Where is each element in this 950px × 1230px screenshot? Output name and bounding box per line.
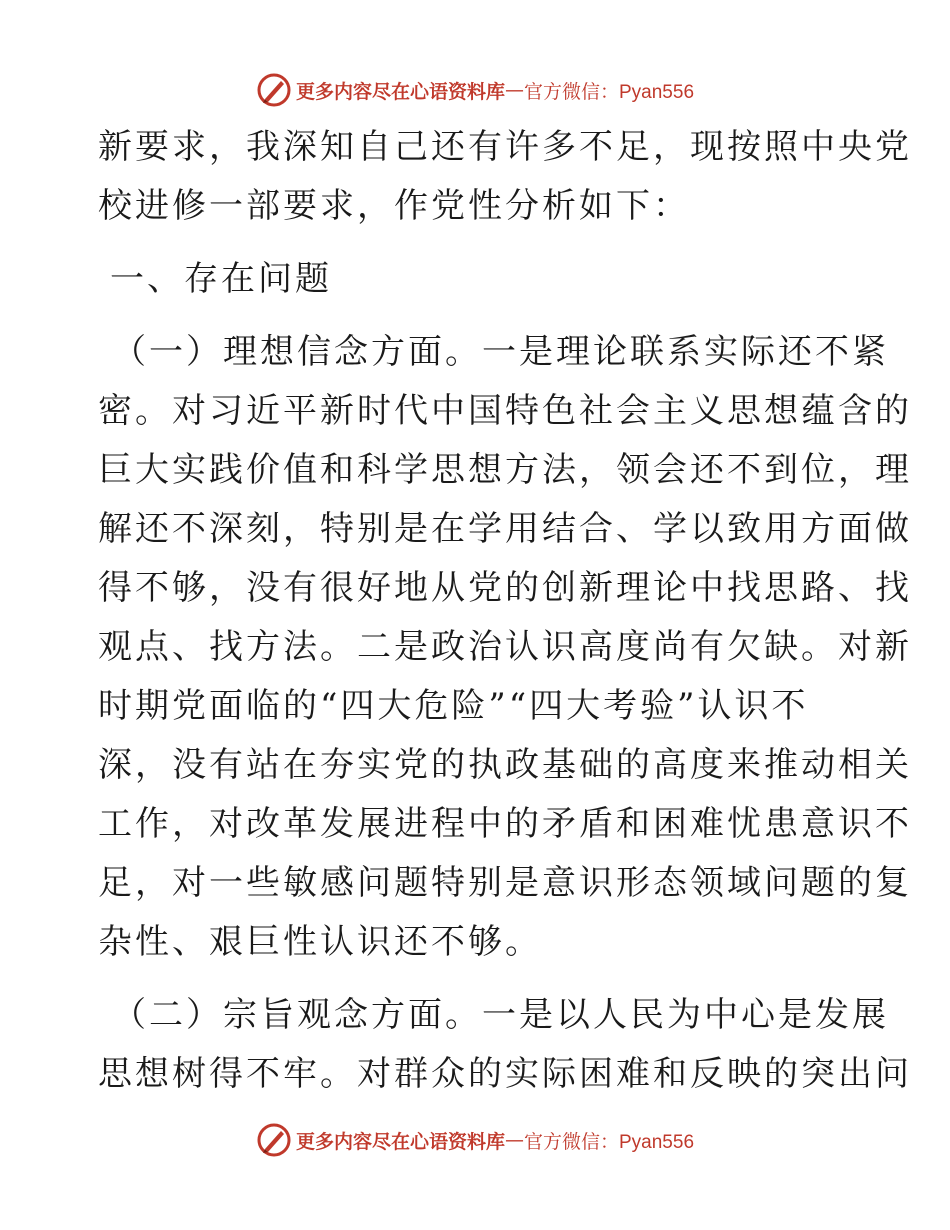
banner-contact: 官方微信：Pyan556 [524,1131,695,1153]
pen-logo-icon [256,1122,292,1158]
text-line: 巨大实践价值和科学思想方法，领会还不到位，理 [98,450,912,490]
text-line: 新要求，我深知自己还有许多不足，现按照中央党 [98,127,912,167]
footer-watermark-banner [0,1120,950,1160]
subsection-start-line: （二）宗旨观念方面。一是以人民为中心是发展 [112,995,889,1035]
text-line: 深，没有站在夯实党的执政基础的高度来推动相关 [98,745,912,785]
text-line: 得不够，没有很好地从党的创新理论中找思路、找 [98,568,912,608]
text-line: 解还不深刻，特别是在学用结合、学以致用方面做 [98,509,912,549]
text-line: 思想树得不牢。对群众的实际困难和反映的突出问 [98,1054,912,1094]
document-body [98,118,912,1104]
text-line: 密。对习近平新时代中国特色社会主义思想蕴含的 [98,391,912,431]
text-line: 观点、找方法。二是政治认识高度尚有欠缺。对新 [98,627,912,667]
text-line: 杂性、艰巨性认识还不够。 [98,922,542,962]
section-heading: 一、存在问题 [110,259,332,299]
text-line: 足，对一些敏感问题特别是意识形态领域问题的复 [98,863,912,903]
banner-site-name: 更多内容尽在心语资料库 [295,80,505,103]
text-line: 校进修一部要求，作党性分析如下： [98,186,690,226]
banner-separator: — [505,79,524,101]
header-watermark-banner [0,70,950,110]
banner-site-name: 更多内容尽在心语资料库 [295,1130,505,1153]
text-line: 工作，对改革发展进程中的矛盾和困难忧患意识不 [98,804,912,844]
banner-contact: 官方微信：Pyan556 [524,81,695,103]
text-line: 时期党面临的“四大危险”“四大考验”认识不 [98,686,809,726]
banner-separator: — [505,1129,524,1151]
subsection-start-line: （一）理想信念方面。一是理论联系实际还不紧 [112,332,889,372]
pen-logo-icon [256,72,292,108]
